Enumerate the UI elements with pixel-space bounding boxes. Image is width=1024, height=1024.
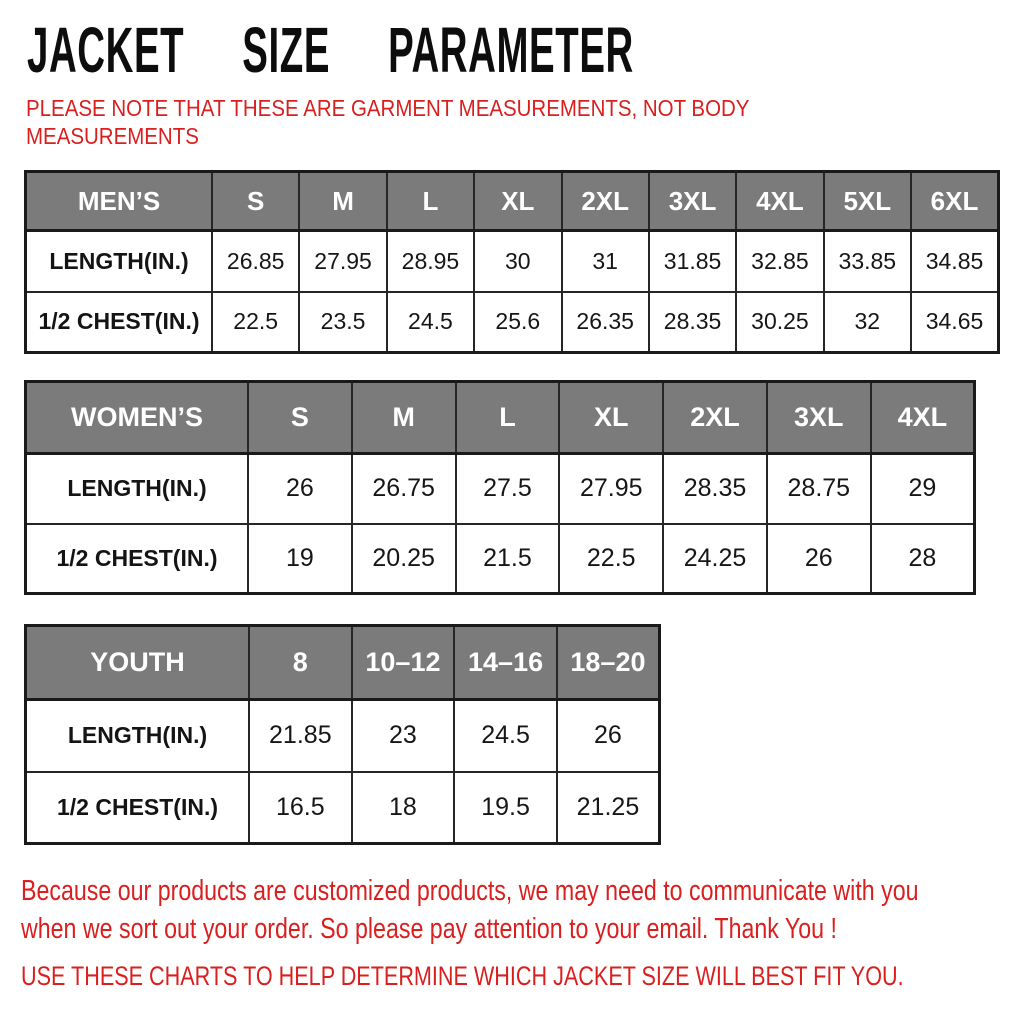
- size-value: 28.35: [663, 454, 767, 524]
- use-charts-note: USE THESE CHARTS TO HELP DETERMINE WHICH JACKET SIZE WILL BEST FIT YOU.: [21, 961, 904, 991]
- youth-size-header: 8: [249, 626, 352, 700]
- size-value: 19.5: [454, 772, 557, 844]
- size-value: 19: [248, 524, 352, 594]
- mens-table-row: [26, 292, 999, 353]
- row-label: 1/2 CHEST(IN.): [26, 292, 213, 353]
- size-value: 31.85: [649, 231, 736, 292]
- size-value: 29: [871, 454, 975, 524]
- size-value: 21.5: [456, 524, 560, 594]
- mens-size-header: 3XL: [649, 172, 736, 231]
- youth-table-row: [26, 700, 660, 772]
- size-value: 24.5: [454, 700, 557, 772]
- row-label: 1/2 CHEST(IN.): [26, 772, 250, 844]
- size-value: 28.75: [767, 454, 871, 524]
- size-value: 27.5: [456, 454, 560, 524]
- mens-size-header: 6XL: [911, 172, 999, 231]
- garment-note-line-1: PLEASE NOTE THAT THESE ARE GARMENT MEASUREMENTS, NOT BODY: [26, 95, 750, 121]
- size-value: 23.5: [299, 292, 386, 353]
- size-value: 34.85: [911, 231, 999, 292]
- size-value: 26: [248, 454, 352, 524]
- mens-table-row: [26, 231, 999, 292]
- customized-note-line-1: Because our products are customized products, we may need to communicate with you: [21, 875, 919, 907]
- size-value: 21.85: [249, 700, 352, 772]
- size-value: 32: [824, 292, 911, 353]
- garment-note-line-2: MEASUREMENTS: [26, 123, 199, 149]
- womens-size-header: 2XL: [663, 382, 767, 454]
- size-value: 30.25: [736, 292, 823, 353]
- mens-header-row: [26, 172, 999, 231]
- size-value: 28.95: [387, 231, 474, 292]
- garment-measurements-note: [26, 94, 839, 150]
- mens-size-header: 5XL: [824, 172, 911, 231]
- size-value: 26.85: [212, 231, 299, 292]
- size-value: 24.25: [663, 524, 767, 594]
- mens-size-header: XL: [474, 172, 561, 231]
- womens-size-header: 4XL: [871, 382, 975, 454]
- womens-size-header: S: [248, 382, 352, 454]
- size-value: 26.75: [352, 454, 456, 524]
- row-label: LENGTH(IN.): [26, 231, 213, 292]
- page-title: JACKET SIZE PARAMETER: [27, 14, 634, 86]
- youth-header-row: [26, 626, 660, 700]
- mens-size-header: 2XL: [562, 172, 649, 231]
- size-value: 27.95: [299, 231, 386, 292]
- womens-size-header: M: [352, 382, 456, 454]
- size-value: 26: [767, 524, 871, 594]
- size-value: 20.25: [352, 524, 456, 594]
- row-label: LENGTH(IN.): [26, 454, 249, 524]
- size-value: 26.35: [562, 292, 649, 353]
- womens-size-header: 3XL: [767, 382, 871, 454]
- size-value: 22.5: [559, 524, 663, 594]
- size-value: 27.95: [559, 454, 663, 524]
- size-value: 18: [352, 772, 455, 844]
- size-value: 25.6: [474, 292, 561, 353]
- mens-size-header: S: [212, 172, 299, 231]
- size-value: 31: [562, 231, 649, 292]
- mens-size-header: 4XL: [736, 172, 823, 231]
- mens-size-header: M: [299, 172, 386, 231]
- size-value: 34.65: [911, 292, 999, 353]
- youth-size-header: 10–12: [352, 626, 455, 700]
- youth-size-header: 18–20: [557, 626, 660, 700]
- size-value: 16.5: [249, 772, 352, 844]
- womens-table-row: [26, 524, 975, 594]
- youth-table-title: YOUTH: [26, 626, 250, 700]
- size-value: 28: [871, 524, 975, 594]
- youth-size-header: 14–16: [454, 626, 557, 700]
- size-value: 21.25: [557, 772, 660, 844]
- customized-products-note: [21, 872, 1024, 948]
- mens-size-header: L: [387, 172, 474, 231]
- size-value: 32.85: [736, 231, 823, 292]
- womens-header-row: [26, 382, 975, 454]
- womens-size-header: L: [456, 382, 560, 454]
- row-label: LENGTH(IN.): [26, 700, 250, 772]
- youth-size-table: [24, 624, 661, 845]
- mens-size-table: [24, 170, 1000, 354]
- size-value: 22.5: [212, 292, 299, 353]
- size-value: 24.5: [387, 292, 474, 353]
- womens-size-header: XL: [559, 382, 663, 454]
- womens-table-title: WOMEN’S: [26, 382, 249, 454]
- size-value: 26: [557, 700, 660, 772]
- womens-table-row: [26, 454, 975, 524]
- row-label: 1/2 CHEST(IN.): [26, 524, 249, 594]
- womens-size-table: [24, 380, 976, 595]
- youth-table-row: [26, 772, 660, 844]
- size-value: 28.35: [649, 292, 736, 353]
- size-value: 30: [474, 231, 561, 292]
- size-value: 33.85: [824, 231, 911, 292]
- mens-table-title: MEN’S: [26, 172, 213, 231]
- customized-note-line-2: when we sort out your order. So please pay attention to your email. Thank You !: [21, 913, 837, 945]
- size-value: 23: [352, 700, 455, 772]
